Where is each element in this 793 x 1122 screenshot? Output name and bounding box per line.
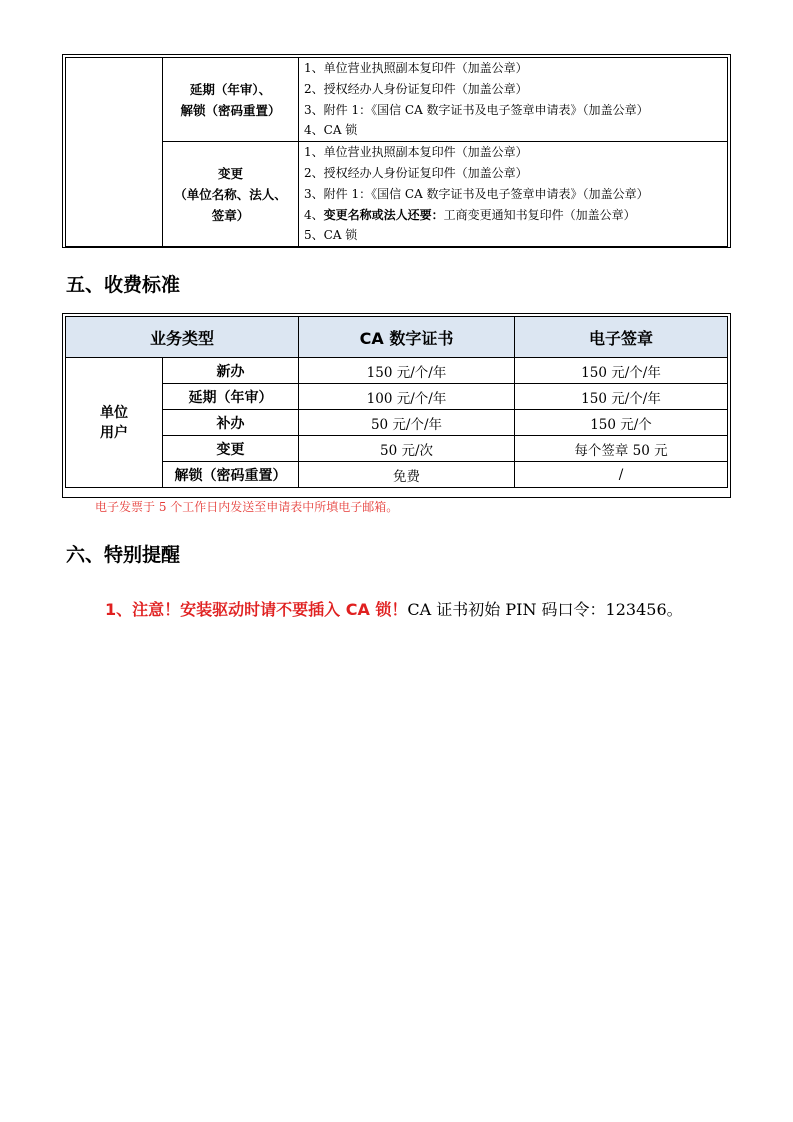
business-line: 变更: [217, 165, 243, 181]
material-item: [304, 225, 727, 246]
material-text: 2、授权经办人身份证复印件（加盖公章）: [304, 165, 528, 180]
material-item: [304, 184, 727, 205]
business-line: （单位名称、法人、: [174, 186, 287, 202]
material-item: [304, 120, 727, 141]
material-text: 工商变更通知书复印件（加盖公章）: [443, 207, 636, 222]
business-line: 解锁（密码重置）: [180, 102, 281, 118]
materials-cell: [299, 142, 728, 247]
fee-ca-cell: 免费: [299, 462, 515, 488]
fee-row: [66, 384, 728, 410]
business-cell: [163, 58, 299, 142]
header-business-type: 业务类型: [66, 317, 299, 358]
material-item: [304, 58, 727, 79]
fee-seal-cell: /: [515, 462, 728, 488]
reminder-pin-text: CA 证书初始 PIN 码口令：123456。: [407, 600, 683, 619]
fee-business-cell: 延期（年审）: [163, 384, 299, 410]
material-item: [304, 142, 727, 163]
fee-row: [66, 462, 728, 488]
material-text: 2、授权经办人身份证复印件（加盖公章）: [304, 81, 528, 96]
section-5-title: 五、收费标准: [66, 274, 181, 296]
material-item: [304, 100, 727, 121]
fee-business-cell: 补办: [163, 410, 299, 436]
fee-ca-cell: 100 元/个/年: [299, 384, 515, 410]
fee-ca-cell: 50 元/个/年: [299, 410, 515, 436]
header-ca-certificate: CA 数字证书: [299, 317, 515, 358]
material-item: [304, 163, 727, 184]
fee-seal-cell: 150 元/个: [515, 410, 728, 436]
material-item: [304, 205, 727, 226]
fee-ca-cell: 150 元/个/年: [299, 358, 515, 384]
fee-seal-cell: 150 元/个/年: [515, 358, 728, 384]
material-text: 3、附件 1：《国信 CA 数字证书及电子签章申请表》（加盖公章）: [304, 102, 649, 117]
business-line: 延期（年审）、: [189, 81, 272, 97]
fee-ca-cell: 50 元/次: [299, 436, 515, 462]
material-text: 变更名称或法人还要：: [323, 207, 444, 222]
fee-table-header-row: [66, 317, 728, 358]
requirements-row: [66, 142, 728, 247]
reminder-warning: 1、注意！安装驱动时请不要插入 CA 锁！: [105, 600, 408, 619]
material-text: 1、单位营业执照副本复印件（加盖公章）: [304, 61, 528, 75]
section-6-title: 六、特别提醒: [66, 544, 181, 566]
materials-cell: [299, 58, 728, 142]
requirements-table: [65, 57, 728, 247]
fee-table: [65, 316, 728, 488]
material-item: [304, 79, 727, 100]
user-type-line: 用户: [100, 424, 128, 441]
user-type-cell: [66, 358, 163, 488]
fee-row: [66, 410, 728, 436]
fee-seal-cell: 每个签章 50 元: [515, 436, 728, 462]
user-type-line: 单位: [100, 404, 128, 421]
business-cell: [163, 142, 299, 247]
user-type-cell: [66, 58, 163, 247]
material-text: 5、CA 锁: [304, 228, 358, 243]
invoice-note: 电子发票于 5 个工作日内发送至申请表中所填电子邮箱。: [95, 500, 399, 514]
fee-business-cell: 变更: [163, 436, 299, 462]
requirements-row: [66, 58, 728, 142]
fee-row: [66, 436, 728, 462]
fee-row: [66, 358, 728, 384]
fee-business-cell: 新办: [163, 358, 299, 384]
special-reminder: [105, 597, 683, 620]
fee-business-cell: 解锁（密码重置）: [163, 462, 299, 488]
business-line: 签章）: [211, 207, 250, 223]
material-text: 3、附件 1：《国信 CA 数字证书及电子签章申请表》（加盖公章）: [304, 186, 649, 201]
fee-seal-cell: 150 元/个/年: [515, 384, 728, 410]
material-text: 1、单位营业执照副本复印件（加盖公章）: [304, 145, 528, 160]
material-text: 4、: [304, 207, 324, 222]
header-electronic-seal: 电子签章: [515, 317, 728, 358]
material-text: 4、CA 锁: [304, 123, 358, 138]
